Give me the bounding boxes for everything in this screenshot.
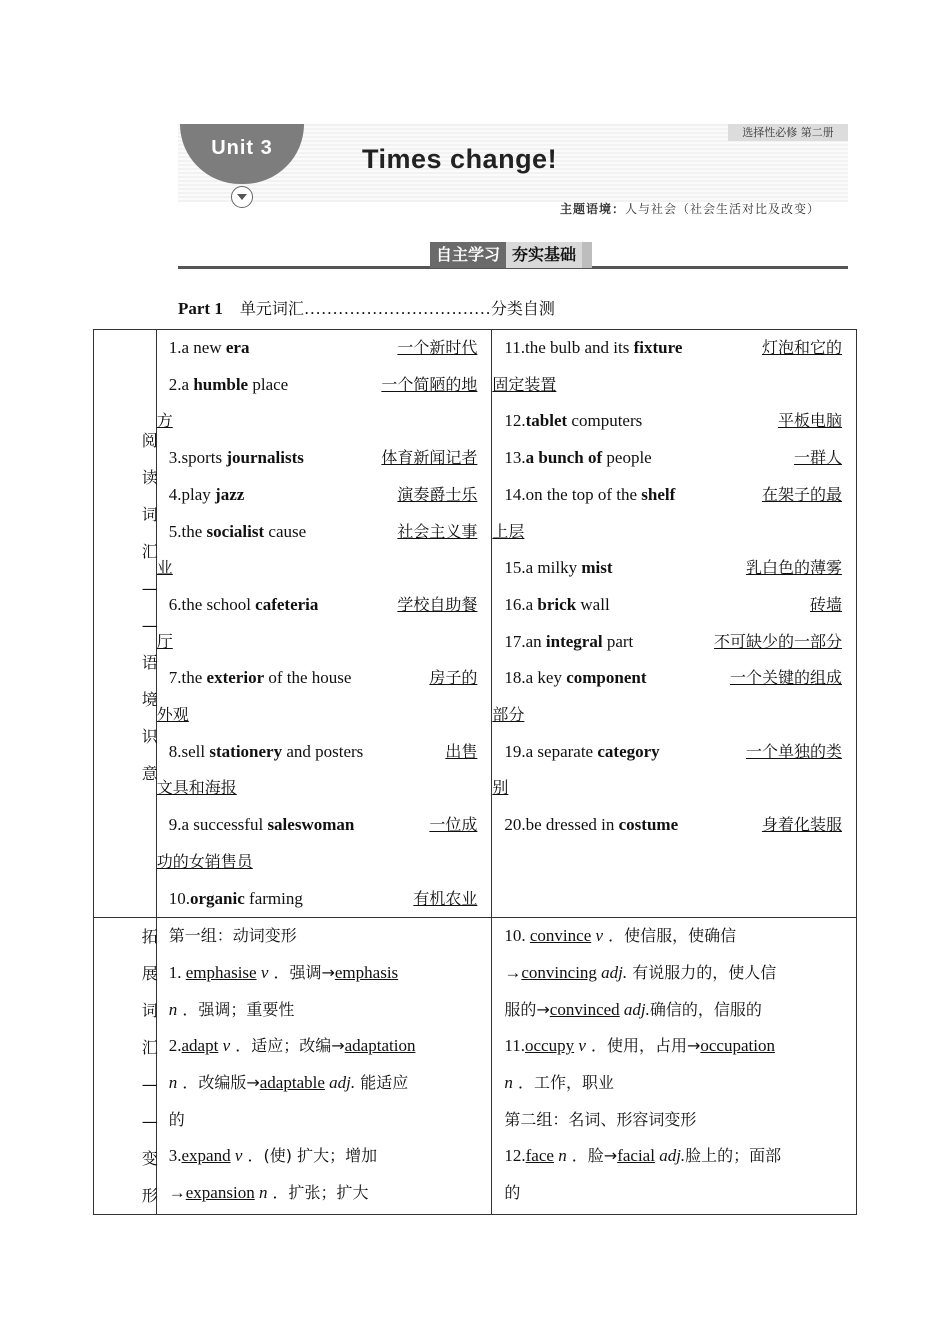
table-row (94, 330, 857, 918)
section-heading-left: 自主学习 (430, 242, 506, 268)
side-label-reading (94, 330, 157, 918)
list-item: 的 (168, 1109, 185, 1129)
vocab-translation: 不可缺少的一部分 (713, 631, 842, 651)
vocab-phrase: 8.sell stationery and posters (168, 741, 364, 761)
vocab-phrase: 10.organic farming (168, 888, 303, 908)
vocab-item (157, 367, 492, 404)
vocab-item (157, 660, 492, 697)
vocab-translation: 房子的 (429, 668, 478, 688)
vocab-translation-continued: 固定装置 (492, 374, 557, 394)
vocab-translation: 一个简陋的地 (381, 374, 478, 394)
part-title: 单元词汇 (239, 299, 304, 318)
vocab-phrase: 3.sports journalists (168, 448, 304, 468)
side-label-char: 汇 (141, 1038, 158, 1058)
list-item: 3.expand v ．(使) 扩大；增加 (168, 1146, 378, 1166)
side-label-char: — (141, 579, 158, 598)
vocab-phrase: 15.a milky mist (504, 558, 613, 578)
vocab-table (93, 329, 857, 1215)
side-label-char: 语 (141, 653, 158, 672)
side-label-char: 展 (141, 964, 158, 984)
part-suffix: 分类自测 (490, 299, 555, 318)
list-item: 2.adapt v ．适应；改编→adaptation (168, 1036, 416, 1056)
side-label-char: 词 (141, 1001, 158, 1021)
vocab-item (157, 440, 492, 477)
table-row (94, 918, 857, 1215)
vocab-translation: 灯泡和它的 (761, 338, 842, 357)
list-item: 的 (504, 1183, 521, 1203)
vocab-translation-continued: 部分 (492, 705, 525, 725)
part-dots: …………………………… (303, 299, 491, 318)
vocab-translation: 出售 (445, 741, 478, 761)
list-item: 服的→convinced adj.确信的，信服的 (504, 999, 762, 1019)
side-label-char: 读 (141, 468, 158, 487)
vocab-phrase: 20.be dressed in costume (504, 815, 679, 835)
list-item: n ．强调；重要性 (168, 999, 295, 1019)
vocab-phrase: 13.a bunch of people (504, 448, 652, 468)
vocab-item (492, 660, 856, 697)
list-item: n ．工作，职业 (504, 1073, 614, 1093)
vocab-phrase: 1.a new era (168, 338, 250, 357)
vocab-phrase: 16.a brick wall (504, 594, 610, 614)
side-label-char: 识 (141, 727, 158, 746)
vocab-item (492, 587, 856, 624)
reading-left-column (156, 330, 492, 918)
list-item: 11.occupy v ．使用，占用→occupation (504, 1036, 775, 1056)
vocab-item (492, 403, 856, 440)
vocab-phrase: 18.a key component (504, 668, 647, 688)
section-heading-right: 夯实基础 (506, 242, 592, 268)
vocab-translation-continued: 厅 (156, 631, 173, 651)
vocab-item (492, 550, 856, 587)
side-label-char: 变 (141, 1149, 158, 1169)
vocab-translation: 有机农业 (413, 888, 478, 908)
vocab-translation-continued: 方 (156, 411, 173, 431)
vocab-translation: 一个单独的类 (745, 741, 842, 761)
vocab-phrase: 7.the exterior of the house (168, 668, 352, 688)
side-label-text (140, 918, 160, 1214)
vocab-translation-continued: 功的女销售员 (156, 851, 253, 871)
vocab-translation: 平板电脑 (777, 411, 842, 431)
vocab-translation-continued: 外观 (156, 705, 189, 725)
vocab-item (492, 330, 856, 367)
side-label-char: 意 (141, 764, 158, 783)
book-tag: 选择性必修 第二册 (728, 124, 848, 141)
list-item: 10. convince v ．使信服，使确信 (504, 926, 737, 946)
vocab-phrase: 17.an integral part (504, 631, 634, 651)
group-heading: 第二组：名词、形容词变形 (504, 1109, 697, 1129)
side-label-char: — (141, 1075, 158, 1095)
vocab-phrase: 12.tablet computers (504, 411, 643, 431)
theme-line (560, 200, 820, 217)
theme-label: 主题语境： (560, 202, 626, 216)
vocab-phrase: 9.a successful saleswoman (168, 815, 355, 835)
vocab-translation: 一个新时代 (397, 338, 478, 357)
vocab-translation: 一群人 (793, 448, 842, 468)
vocab-item (492, 440, 856, 477)
vocab-translation: 演奏爵士乐 (397, 484, 478, 504)
side-label-char: 词 (141, 505, 158, 524)
vocab-phrase: 5.the socialist cause (168, 521, 307, 541)
vocab-translation: 体育新闻记者 (381, 448, 478, 468)
vocab-phrase: 2.a humble place (168, 374, 289, 394)
extend-left-column (156, 918, 492, 1215)
list-item: 1. emphasise v ．强调→emphasis (168, 962, 399, 982)
vocab-item (492, 477, 856, 514)
vocab-translation: 学校自助餐 (397, 594, 478, 614)
reading-right-column (492, 330, 857, 918)
vocab-item (157, 881, 492, 918)
extend-right-column (492, 918, 857, 1215)
side-label-char: 阅 (141, 431, 158, 450)
vocab-item (492, 807, 856, 844)
side-label-char: 形 (141, 1186, 158, 1206)
vocab-item (157, 330, 492, 367)
list-item: →convincing adj. 有说服力的，使人信 (504, 962, 777, 982)
unit-badge: Unit 3 (180, 124, 304, 184)
part-heading (178, 296, 555, 319)
group-heading: 第一组：动词变形 (168, 926, 297, 946)
side-label-char: — (141, 616, 158, 635)
vocab-phrase: 11.the bulb and its fixture (504, 338, 683, 357)
vocab-item (492, 624, 856, 661)
side-label-char: 拓 (141, 927, 158, 947)
side-label-char: — (141, 1112, 158, 1132)
vocab-item (492, 734, 856, 771)
chevron-down-icon (231, 186, 253, 208)
vocab-translation-continued: 业 (156, 558, 173, 578)
vocab-translation: 一个关键的组成 (729, 668, 842, 688)
theme-text: 人与社会（社会生活对比及改变） (625, 202, 821, 216)
vocab-phrase: 6.the school cafeteria (168, 594, 319, 614)
vocab-item (157, 587, 492, 624)
vocab-phrase: 4.play jazz (168, 484, 245, 504)
side-label-extend (94, 918, 157, 1215)
list-item: n ．改编版→adaptable adj. 能适应 (168, 1073, 409, 1093)
vocab-item (157, 734, 492, 771)
vocab-phrase: 19.a separate category (504, 741, 660, 761)
vocab-translation-continued: 文具和海报 (156, 778, 237, 798)
vocab-item (157, 514, 492, 551)
vocab-translation: 砖墙 (809, 594, 842, 614)
vocab-item (157, 477, 492, 514)
vocab-translation-continued: 上层 (492, 521, 525, 541)
list-item: →expansion n ．扩张；扩大 (168, 1183, 369, 1203)
part-label: Part 1 (178, 299, 223, 318)
vocab-translation: 在架子的最 (761, 484, 842, 504)
vocab-translation: 乳白色的薄雾 (745, 558, 842, 578)
vocab-translation: 社会主义事 (397, 521, 478, 541)
list-item: 12.face n ．脸→facial adj.脸上的；面部 (504, 1146, 782, 1166)
vocab-translation-continued: 别 (492, 778, 509, 798)
vocab-item (157, 807, 492, 844)
vocab-translation: 一位成 (429, 815, 478, 835)
section-heading (430, 242, 592, 268)
side-label-char: 汇 (141, 542, 158, 561)
side-label-char: 境 (141, 690, 158, 709)
vocab-phrase: 14.on the top of the shelf (504, 484, 676, 504)
vocab-translation: 身着化装服 (761, 815, 842, 835)
page-title: Times change! (362, 144, 558, 174)
